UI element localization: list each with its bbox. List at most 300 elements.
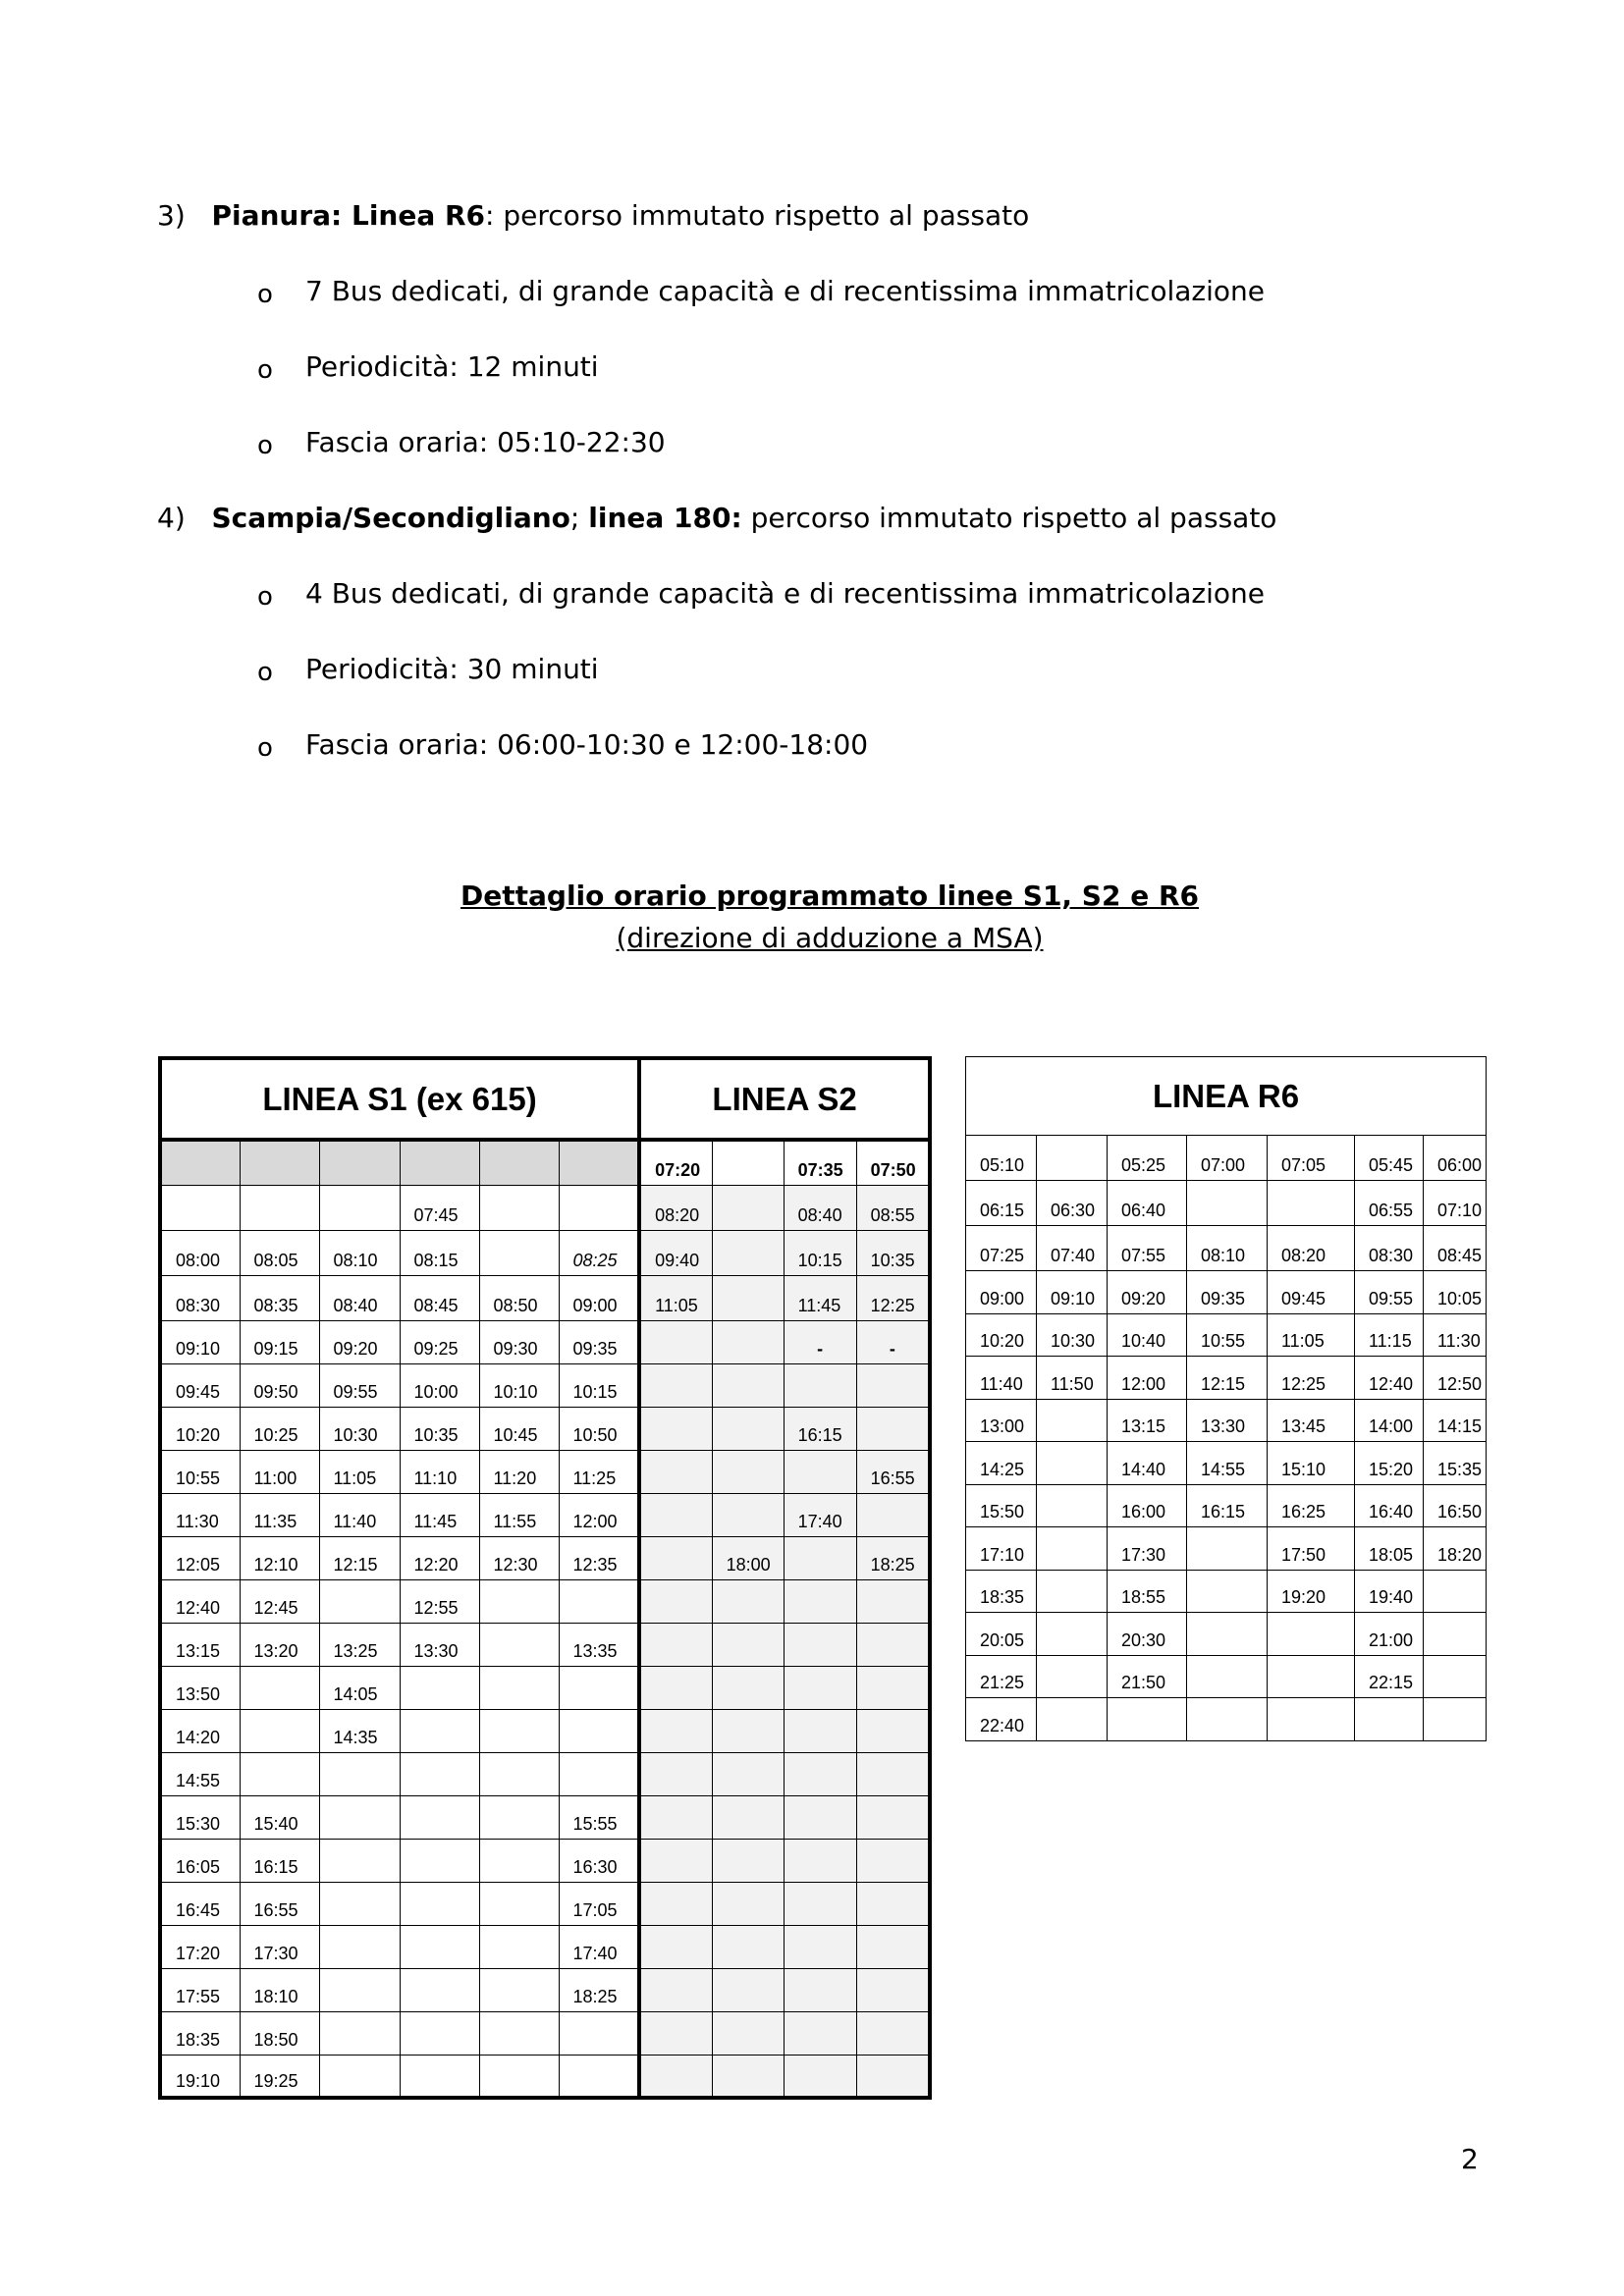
s1-cell: 10:35 — [400, 1407, 479, 1450]
s1-cell — [479, 1925, 559, 1968]
r6-cell: 09:00 — [966, 1271, 1037, 1314]
r6-cell: 20:05 — [966, 1613, 1037, 1656]
s1-cell — [479, 1666, 559, 1709]
table-row — [966, 1570, 1487, 1613]
table-row — [966, 1698, 1487, 1741]
r6-cell: 11:15 — [1355, 1313, 1424, 1357]
s2-cell — [856, 1363, 930, 1407]
s1-cell: 15:55 — [559, 1795, 639, 1839]
s2-cell — [712, 1882, 784, 1925]
r6-cell — [1037, 1484, 1108, 1527]
s1-cell — [479, 2055, 559, 2098]
r6-cell — [1187, 1527, 1268, 1571]
r6-cell: 06:30 — [1037, 1181, 1108, 1226]
r6-cell — [1187, 1570, 1268, 1613]
section-4-title-bold2: linea 180: — [588, 502, 742, 534]
r6-cell: 05:10 — [966, 1136, 1037, 1181]
s1-cell — [319, 2011, 400, 2055]
r6-cell: 10:30 — [1037, 1313, 1108, 1357]
s2-cell: 18:25 — [856, 1536, 930, 1579]
s2-cell: 07:50 — [856, 1140, 930, 1185]
r6-cell: 16:15 — [1187, 1484, 1268, 1527]
s2-cell — [712, 1450, 784, 1493]
r6-cell: 21:00 — [1355, 1613, 1424, 1656]
r6-cell: 07:25 — [966, 1226, 1037, 1271]
s1-cell — [479, 1795, 559, 1839]
s2-cell — [712, 1623, 784, 1666]
s1-cell — [319, 1925, 400, 1968]
r6-cell: 08:10 — [1187, 1226, 1268, 1271]
r6-cell — [1187, 1698, 1268, 1741]
r6-cell: 16:25 — [1268, 1484, 1355, 1527]
s1-cell: 10:25 — [240, 1407, 319, 1450]
s1-cell — [319, 1968, 400, 2011]
section-3-bullet-1: 7 Bus dedicati, di grande capacità e di recentissima immatricolazione — [305, 275, 1265, 307]
r6-cell: 13:45 — [1268, 1399, 1355, 1442]
r6-cell: 13:00 — [966, 1399, 1037, 1442]
s2-cell — [856, 1709, 930, 1752]
r6-cell: 22:40 — [966, 1698, 1037, 1741]
section-4-bullet-1: 4 Bus dedicati, di grande capacità e di recentissima immatricolazione — [305, 577, 1265, 610]
s1-cell: 13:50 — [160, 1666, 240, 1709]
section-3-bullet-2: Periodicità: 12 minuti — [305, 350, 599, 383]
table-row — [966, 1399, 1487, 1442]
r6-cell: 08:30 — [1355, 1226, 1424, 1271]
r6-cell: 18:35 — [966, 1570, 1037, 1613]
s1-cell: 09:50 — [240, 1363, 319, 1407]
section-4-title-mid: ; — [569, 502, 589, 534]
s1-cell: 11:30 — [160, 1493, 240, 1536]
r6-cell — [1424, 1698, 1487, 1741]
s2-cell — [784, 1666, 856, 1709]
r6-cell: 15:50 — [966, 1484, 1037, 1527]
r6-cell: 07:05 — [1268, 1136, 1355, 1181]
table-row — [160, 1666, 930, 1709]
r6-cell: 12:15 — [1187, 1357, 1268, 1400]
s1-cell: 10:30 — [319, 1407, 400, 1450]
detail-subtitle: (direzione di adduzione a MSA) — [616, 922, 1044, 954]
s2-cell — [712, 1666, 784, 1709]
r6-header: LINEA R6 — [966, 1057, 1487, 1136]
s1-cell — [479, 1579, 559, 1623]
detail-title: Dettaglio orario programmato linee S1, S2 e R6 — [460, 880, 1199, 912]
s2-cell — [784, 2055, 856, 2098]
s1-cell: 09:45 — [160, 1363, 240, 1407]
timetable-r6 — [965, 1056, 1487, 1741]
r6-cell: 14:00 — [1355, 1399, 1424, 1442]
s1-cell: 08:10 — [319, 1230, 400, 1275]
r6-cell: 15:10 — [1268, 1442, 1355, 1485]
s1-cell: 18:10 — [240, 1968, 319, 2011]
r6-cell — [1268, 1698, 1355, 1741]
s2-cell — [856, 1968, 930, 2011]
s1-cell: 11:05 — [319, 1450, 400, 1493]
s1-cell — [400, 1666, 479, 1709]
s1-cell — [319, 1185, 400, 1230]
s1-cell: 12:30 — [479, 1536, 559, 1579]
s1-cell — [559, 1140, 639, 1185]
r6-cell: 08:20 — [1268, 1226, 1355, 1271]
s2-cell: - — [784, 1320, 856, 1363]
s1-cell: 16:45 — [160, 1882, 240, 1925]
s2-cell: 07:35 — [784, 1140, 856, 1185]
s2-cell: 16:55 — [856, 1450, 930, 1493]
s2-cell: 11:45 — [784, 1275, 856, 1320]
s1-cell: 16:05 — [160, 1839, 240, 1882]
section-4-bullet-3: Fascia oraria: 06:00-10:30 e 12:00-18:00 — [305, 728, 869, 761]
table-row — [160, 1140, 930, 1185]
s1-cell: 16:15 — [240, 1839, 319, 1882]
table-row — [160, 2055, 930, 2098]
r6-cell — [1037, 1613, 1108, 1656]
s1-cell: 19:25 — [240, 2055, 319, 2098]
s2-cell — [712, 1579, 784, 1623]
section-4-title-rest: percorso immutato rispetto al passato — [741, 502, 1277, 534]
s2-header: LINEA S2 — [639, 1058, 930, 1140]
s2-cell — [784, 1536, 856, 1579]
s2-cell — [639, 1709, 712, 1752]
s2-cell — [639, 1320, 712, 1363]
r6-cell — [1037, 1527, 1108, 1571]
s1-cell: 11:25 — [559, 1450, 639, 1493]
r6-cell: 21:50 — [1108, 1655, 1187, 1698]
s2-cell — [856, 1839, 930, 1882]
s1-cell — [319, 1839, 400, 1882]
r6-cell: 10:40 — [1108, 1313, 1187, 1357]
r6-cell — [1187, 1655, 1268, 1698]
s2-cell: 09:40 — [639, 1230, 712, 1275]
bullet-icon: o — [257, 431, 273, 460]
s1-cell — [559, 1752, 639, 1795]
s1-cell: 12:15 — [319, 1536, 400, 1579]
s1-cell — [559, 2055, 639, 2098]
s1-cell: 12:35 — [559, 1536, 639, 1579]
s1-cell — [400, 1839, 479, 1882]
s2-cell — [639, 1450, 712, 1493]
s2-cell — [856, 1579, 930, 1623]
s1-cell: 08:15 — [400, 1230, 479, 1275]
s1-cell — [479, 1230, 559, 1275]
s1-cell: 19:10 — [160, 2055, 240, 2098]
r6-cell — [1268, 1655, 1355, 1698]
s1-cell — [479, 1623, 559, 1666]
s2-cell — [639, 1752, 712, 1795]
table-row — [160, 2011, 930, 2055]
s1-cell: 17:05 — [559, 1882, 639, 1925]
table-row — [160, 1536, 930, 1579]
r6-cell: 09:55 — [1355, 1271, 1424, 1314]
s1-cell: 12:20 — [400, 1536, 479, 1579]
table-row — [160, 1363, 930, 1407]
section-4-title-bold: Scampia/Secondigliano — [211, 502, 570, 534]
s1-cell — [400, 1925, 479, 1968]
s1-cell — [319, 1140, 400, 1185]
table-row — [160, 1185, 930, 1230]
s1-cell: 09:35 — [559, 1320, 639, 1363]
s1-cell: 11:20 — [479, 1450, 559, 1493]
s1-cell — [319, 1579, 400, 1623]
s1-cell: 18:35 — [160, 2011, 240, 2055]
r6-cell: 07:10 — [1424, 1181, 1487, 1226]
s2-cell — [784, 1623, 856, 1666]
r6-cell — [1187, 1613, 1268, 1656]
r6-cell: 19:20 — [1268, 1570, 1355, 1613]
s1-cell — [559, 1709, 639, 1752]
s2-cell: 08:55 — [856, 1185, 930, 1230]
s2-cell: 10:15 — [784, 1230, 856, 1275]
table-row — [160, 1795, 930, 1839]
s1-cell: 17:20 — [160, 1925, 240, 1968]
r6-cell — [1424, 1655, 1487, 1698]
r6-cell — [1187, 1181, 1268, 1226]
s2-cell — [639, 1623, 712, 1666]
s2-cell — [712, 1839, 784, 1882]
section-3-heading — [157, 198, 1029, 234]
s1-cell: 11:55 — [479, 1493, 559, 1536]
r6-cell: 10:05 — [1424, 1271, 1487, 1314]
page-number: 2 — [1461, 2143, 1479, 2175]
s2-cell — [639, 1579, 712, 1623]
s2-cell — [712, 1925, 784, 1968]
r6-cell: 11:40 — [966, 1357, 1037, 1400]
s1-cell: 10:00 — [400, 1363, 479, 1407]
r6-cell: 19:40 — [1355, 1570, 1424, 1613]
s1-cell: 11:45 — [400, 1493, 479, 1536]
s2-cell — [639, 1839, 712, 1882]
s1-cell — [240, 1709, 319, 1752]
r6-cell: 18:05 — [1355, 1527, 1424, 1571]
s1-cell: 13:35 — [559, 1623, 639, 1666]
s1-cell: 15:30 — [160, 1795, 240, 1839]
s2-cell — [639, 2055, 712, 2098]
s2-cell — [856, 1752, 930, 1795]
s2-cell — [856, 1623, 930, 1666]
s1-cell — [319, 1795, 400, 1839]
r6-cell: 17:30 — [1108, 1527, 1187, 1571]
s1-cell — [479, 1709, 559, 1752]
s2-cell — [639, 1536, 712, 1579]
s1-cell: 10:10 — [479, 1363, 559, 1407]
s1-cell: 10:45 — [479, 1407, 559, 1450]
s1-cell — [240, 1185, 319, 1230]
s1-cell: 08:30 — [160, 1275, 240, 1320]
s2-cell — [856, 1407, 930, 1450]
r6-cell: 20:30 — [1108, 1613, 1187, 1656]
r6-cell: 06:40 — [1108, 1181, 1187, 1226]
s2-cell: 18:00 — [712, 1536, 784, 1579]
section-4-heading — [157, 501, 1276, 536]
s2-cell: 07:20 — [639, 1140, 712, 1185]
bullet-icon: o — [257, 355, 273, 385]
s1-cell — [559, 1666, 639, 1709]
r6-cell: 10:55 — [1187, 1313, 1268, 1357]
s1-cell — [479, 1839, 559, 1882]
s1-cell: 11:00 — [240, 1450, 319, 1493]
r6-cell: 09:45 — [1268, 1271, 1355, 1314]
s1-cell: 12:05 — [160, 1536, 240, 1579]
s1-cell — [400, 1752, 479, 1795]
r6-cell: 14:25 — [966, 1442, 1037, 1485]
r6-cell: 16:40 — [1355, 1484, 1424, 1527]
s2-cell — [712, 1320, 784, 1363]
s2-cell — [712, 1275, 784, 1320]
table-row — [966, 1527, 1487, 1571]
r6-cell — [1037, 1698, 1108, 1741]
s2-cell — [712, 1795, 784, 1839]
table-row — [966, 1181, 1487, 1226]
r6-cell: 13:30 — [1187, 1399, 1268, 1442]
r6-cell: 15:20 — [1355, 1442, 1424, 1485]
r6-cell: 05:45 — [1355, 1136, 1424, 1181]
s1-cell: 14:20 — [160, 1709, 240, 1752]
s1-cell: 17:40 — [559, 1925, 639, 1968]
section-3-bullet-3: Fascia oraria: 05:10-22:30 — [305, 426, 666, 458]
s2-cell — [784, 1752, 856, 1795]
r6-cell: 07:55 — [1108, 1226, 1187, 1271]
s1-cell: 17:55 — [160, 1968, 240, 2011]
table-row — [160, 1230, 930, 1275]
s2-cell — [856, 2011, 930, 2055]
table-row — [160, 1839, 930, 1882]
s1-cell: 11:10 — [400, 1450, 479, 1493]
r6-cell: 16:50 — [1424, 1484, 1487, 1527]
table-row — [160, 1882, 930, 1925]
table-row — [966, 1613, 1487, 1656]
s1-cell — [559, 1579, 639, 1623]
s1-cell: 13:15 — [160, 1623, 240, 1666]
r6-cell — [1037, 1570, 1108, 1613]
r6-cell: 09:10 — [1037, 1271, 1108, 1314]
r6-cell: 12:40 — [1355, 1357, 1424, 1400]
s2-cell — [856, 1882, 930, 1925]
s1-cell — [559, 2011, 639, 2055]
s1-cell — [479, 1140, 559, 1185]
r6-cell — [1424, 1613, 1487, 1656]
s2-cell — [639, 1493, 712, 1536]
r6-cell: 12:25 — [1268, 1357, 1355, 1400]
r6-cell: 09:35 — [1187, 1271, 1268, 1314]
s2-cell — [856, 1493, 930, 1536]
table-row — [160, 1968, 930, 2011]
s1-cell: 13:30 — [400, 1623, 479, 1666]
r6-cell: 21:25 — [966, 1655, 1037, 1698]
r6-cell: 18:55 — [1108, 1570, 1187, 1613]
s2-cell — [639, 1968, 712, 2011]
r6-cell: 13:15 — [1108, 1399, 1187, 1442]
bullet-icon: o — [257, 582, 273, 612]
s2-cell — [712, 1493, 784, 1536]
table-row — [160, 1275, 930, 1320]
section-3-title-bold: Pianura: Linea R6 — [211, 199, 486, 232]
s1-cell: 12:00 — [559, 1493, 639, 1536]
s1-cell: 15:40 — [240, 1795, 319, 1839]
table-row — [966, 1442, 1487, 1485]
table-row — [966, 1136, 1487, 1181]
section-3-number: 3) — [157, 199, 186, 232]
table-row — [966, 1271, 1487, 1314]
s2-cell — [712, 1968, 784, 2011]
s1-cell — [400, 2011, 479, 2055]
s1-cell — [400, 1709, 479, 1752]
r6-cell — [1037, 1442, 1108, 1485]
bullet-icon: o — [257, 658, 273, 687]
s2-cell — [784, 2011, 856, 2055]
s2-cell: 16:15 — [784, 1407, 856, 1450]
r6-cell: 06:55 — [1355, 1181, 1424, 1226]
r6-cell: 12:00 — [1108, 1357, 1187, 1400]
s1-cell — [400, 2055, 479, 2098]
s2-cell — [639, 1363, 712, 1407]
s1-cell — [400, 1968, 479, 2011]
s1-cell: 08:45 — [400, 1275, 479, 1320]
s1-cell: 12:10 — [240, 1536, 319, 1579]
table-row — [160, 1925, 930, 1968]
s2-cell: 17:40 — [784, 1493, 856, 1536]
s1-cell — [240, 1666, 319, 1709]
s2-cell — [784, 1579, 856, 1623]
s1-cell: 10:50 — [559, 1407, 639, 1450]
s2-cell — [639, 1795, 712, 1839]
s2-cell: 10:35 — [856, 1230, 930, 1275]
r6-cell — [1037, 1399, 1108, 1442]
s1-cell: 12:55 — [400, 1579, 479, 1623]
s1-cell: 18:25 — [559, 1968, 639, 2011]
s2-cell — [784, 1882, 856, 1925]
s1-cell: 16:55 — [240, 1882, 319, 1925]
r6-cell — [1268, 1613, 1355, 1656]
s1-cell: 08:35 — [240, 1275, 319, 1320]
r6-cell: 10:20 — [966, 1313, 1037, 1357]
s1-cell — [400, 1795, 479, 1839]
s2-cell — [784, 1968, 856, 2011]
s1-cell: 09:20 — [319, 1320, 400, 1363]
r6-cell: 07:40 — [1037, 1226, 1108, 1271]
r6-cell: 18:20 — [1424, 1527, 1487, 1571]
s1-cell — [319, 1882, 400, 1925]
table-row — [160, 1709, 930, 1752]
s1-cell — [559, 1185, 639, 1230]
section-4-number: 4) — [157, 502, 186, 534]
s2-cell — [784, 1925, 856, 1968]
s1-cell: 09:55 — [319, 1363, 400, 1407]
s1-cell: 14:05 — [319, 1666, 400, 1709]
table-row — [160, 1320, 930, 1363]
timetable-s1-s2 — [158, 1056, 932, 2100]
bullet-icon: o — [257, 280, 273, 309]
s2-cell — [712, 1140, 784, 1185]
s1-cell: 07:45 — [400, 1185, 479, 1230]
s1-cell: 09:15 — [240, 1320, 319, 1363]
s2-cell — [856, 2055, 930, 2098]
r6-cell: 15:35 — [1424, 1442, 1487, 1485]
s1-header: LINEA S1 (ex 615) — [160, 1058, 639, 1140]
s2-cell — [712, 1363, 784, 1407]
s2-cell — [712, 1752, 784, 1795]
table-row — [160, 1752, 930, 1795]
table-row — [160, 1450, 930, 1493]
s1-cell: 14:35 — [319, 1709, 400, 1752]
table-row — [966, 1655, 1487, 1698]
r6-cell: 11:50 — [1037, 1357, 1108, 1400]
s2-cell: 11:05 — [639, 1275, 712, 1320]
s2-cell — [639, 1407, 712, 1450]
s1-cell: 17:30 — [240, 1925, 319, 1968]
r6-cell: 14:15 — [1424, 1399, 1487, 1442]
s2-cell — [784, 1795, 856, 1839]
s2-cell — [712, 1230, 784, 1275]
r6-cell: 08:45 — [1424, 1226, 1487, 1271]
r6-cell — [1037, 1136, 1108, 1181]
